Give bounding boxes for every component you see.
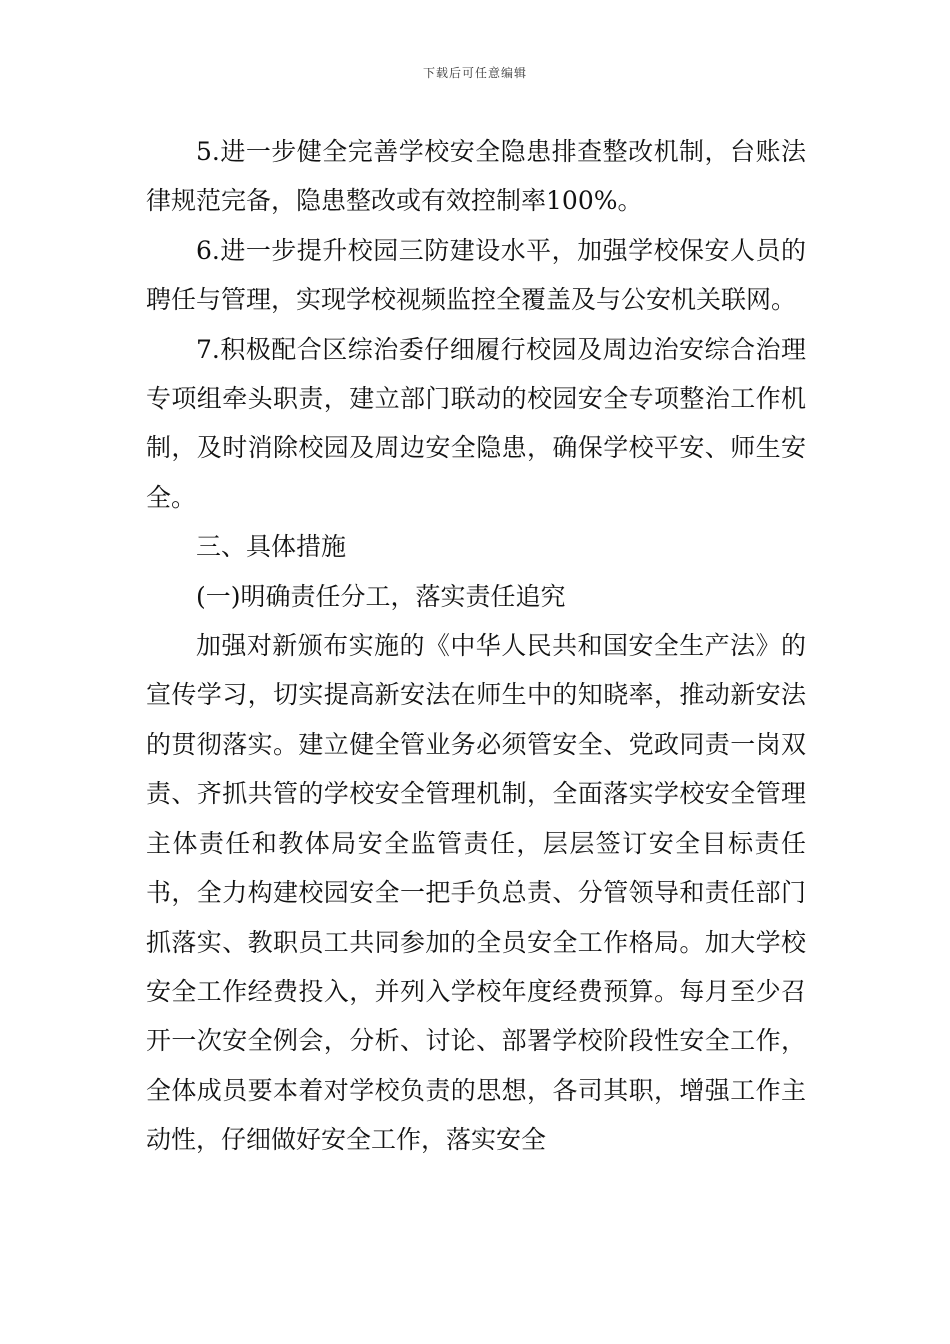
section-heading-measures: 三、具体措施 [196, 532, 347, 562]
paragraph-item-6: 6.进一步提升校园三防建设水平，加强学校保安人员的聘任与管理，实现学校视频监控全覆盖及与公安机关联网。 [146, 235, 806, 315]
paragraph-responsibility-body: 加强对新颁布实施的《中华人民共和国安全生产法》的宣传学习，切实提高新安法在师生中的知晓率，推动新安法的贯彻落实。建立健全管业务必须管安全、党政同责一岗双责、齐抓共管的学校安全管理机制，全面落实学校安全管理主体责任和教体局安全监管责任，层层签订安全目标责任书，全力构建校园安全一把手负总责、分管领导和责任部门抓落实、教职员工共同参加的全员安全工作格局。加大学校安全工作经费投入，并列入学校年度经费预算。每月至少召开一次安全例会，分析、讨论、部署学校阶段性安全工作，全体成员要本着对学校负责的思想，各司其职，增强工作主动性，仔细做好安全工作，落实安全 [146, 631, 806, 1155]
subsection-heading-responsibility: (一)明确责任分工，落实责任追究 [196, 581, 566, 611]
page-header-note: 下载后可任意编辑 [422, 66, 527, 80]
paragraph-item-5: 5.进一步健全完善学校安全隐患排查整改机制，台账法律规范完备，隐患整改或有效控制率100%。 [146, 137, 806, 216]
paragraph-item-7: 7.积极配合区综治委仔细履行校园及周边治安综合治理专项组牵头职责，建立部门联动的校园安全专项整治工作机制，及时消除校园及周边安全隐患，确保学校平安、师生安全。 [146, 334, 806, 512]
document-body [146, 127, 806, 1165]
